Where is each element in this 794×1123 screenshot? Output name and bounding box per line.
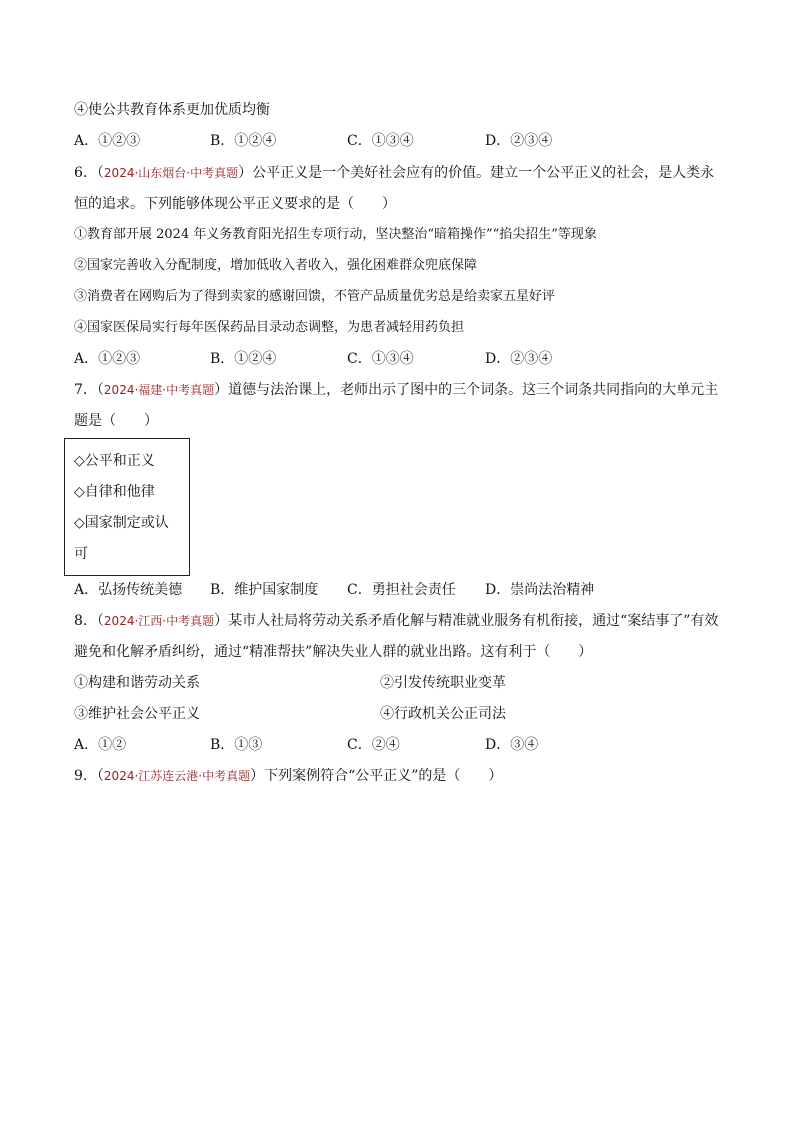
q8-stem-line-2: 避免和化解矛盾纠纷，通过“精准帮扶”解决失业人群的就业出路。这有利于（ ）	[74, 644, 593, 660]
q7-option-d: D．崇尚法治精神	[485, 582, 595, 598]
q9-source: 2024·江苏连云港·中考真题	[103, 769, 251, 783]
q6-option-a: A．①②③	[74, 351, 141, 367]
q7-number: 7．（	[74, 382, 104, 398]
q6-item-3: ③消费者在网购后为了得到卖家的感谢回馈，不管产品质量优劣总是给卖家五星好评	[74, 289, 556, 304]
q5-option-c: C．①③④	[347, 133, 414, 149]
q9-number: 9．（	[74, 768, 104, 784]
q6-item-2: ②国家完善收入分配制度，增加低收入者收入，强化困难群众兜底保障	[74, 258, 478, 273]
q8-item-3: ③维护社会公平正义	[74, 706, 200, 722]
q8-option-b: B．①③	[210, 737, 263, 753]
q6-stem	[74, 163, 724, 183]
q6-option-d: D．②③④	[485, 351, 553, 367]
q8-item-2: ②引发传统职业变革	[380, 675, 506, 691]
q8-option-c: C．②④	[347, 737, 400, 753]
q8-stem-text: ）某市人社局将劳动关系矛盾化解与精准就业服务有机衔接，通过“案结事了”有效	[214, 613, 719, 629]
q7-box-line-4: 可	[74, 546, 88, 562]
q5-option-b: B．①②④	[210, 133, 277, 149]
q8-option-d: D．③④	[485, 737, 539, 753]
q5-option-d: D．②③④	[485, 133, 553, 149]
q7-box-line-3: ◇国家制定或认	[74, 515, 169, 531]
q8-source: 2024·江西·中考真题	[103, 614, 215, 628]
q8-number: 8．（	[74, 613, 104, 629]
q5-option-a: A．①②③	[74, 133, 141, 149]
q7-source: 2024·福建·中考真题	[103, 383, 215, 397]
q7-box-line-2: ◇自律和他律	[74, 484, 155, 500]
q6-item-1: ①教育部开展 2024 年义务教育阳光招生专项行动，坚决整治“暗箱操作”“掐尖招生”等现象	[74, 227, 597, 242]
q6-stem-line-2: 恒的追求。下列能够体现公平正义要求的是（ ）	[74, 196, 396, 212]
q8-option-a: A．①②	[74, 737, 127, 753]
q7-box-line-1: ◇公平和正义	[74, 453, 155, 469]
q7-option-b: B．维护国家制度	[210, 582, 319, 598]
q6-item-4: ④国家医保局实行每年医保药品目录动态调整，为患者减轻用药负担	[74, 320, 465, 335]
q7-stem-line-2: 题是（ ）	[74, 413, 158, 429]
q9-stem	[74, 766, 724, 786]
q6-option-b: B．①②④	[210, 351, 277, 367]
q7-option-c: C．勇担社会责任	[347, 582, 456, 598]
q7-word-box	[64, 438, 190, 576]
q6-number: 6．（	[74, 165, 104, 181]
q6-option-c: C．①③④	[347, 351, 414, 367]
q9-stem-text: ）下列案例符合“公平正义”的是（ ）	[250, 768, 503, 784]
q8-item-4: ④行政机关公正司法	[380, 706, 506, 722]
q8-item-1: ①构建和谐劳动关系	[74, 675, 200, 691]
q6-stem-text: ）公平正义是一个美好社会应有的价值。建立一个公平正义的社会，是人类永	[238, 165, 715, 181]
q7-option-a: A．弘扬传统美德	[74, 582, 183, 598]
q7-stem-text: ）道德与法治课上，老师出示了图中的三个词条。这三个词条共同指向的大单元主	[214, 382, 719, 398]
q7-stem	[74, 380, 724, 400]
q6-source: 2024·山东烟台·中考真题	[103, 166, 239, 180]
q8-stem	[74, 611, 724, 631]
q5-item-4: ④使公共教育体系更加优质均衡	[74, 102, 270, 118]
